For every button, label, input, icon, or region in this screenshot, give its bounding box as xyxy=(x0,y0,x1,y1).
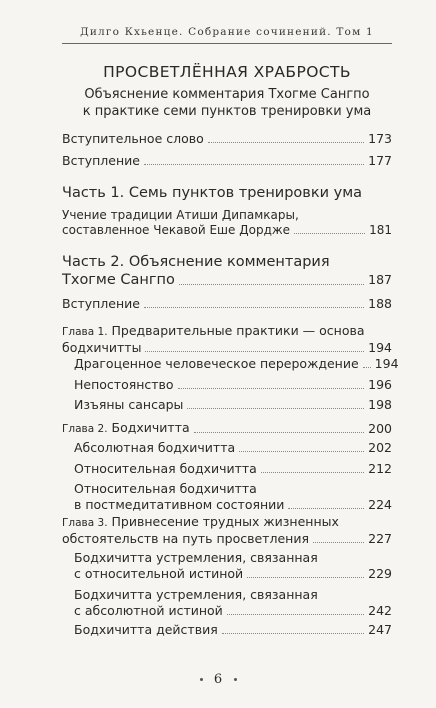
toc-chapter-heading[interactable] xyxy=(62,514,392,547)
header-rule xyxy=(62,43,392,44)
dot-leader xyxy=(144,164,364,165)
chapter-title-line-1: Привнесение трудных жизненных xyxy=(111,514,339,529)
toc-part-heading[interactable] xyxy=(62,184,392,202)
toc-entry-label: Непостоянство xyxy=(74,377,174,392)
toc-entry-label: Относительная бодхичитта xyxy=(74,461,257,476)
toc-entry-page: 177 xyxy=(368,153,392,168)
toc-entry[interactable] xyxy=(62,550,392,582)
toc-entry-page: 229 xyxy=(368,566,392,581)
toc-entry-label-line-1: Относительная бодхичитта xyxy=(74,481,257,496)
toc-entry[interactable] xyxy=(62,481,392,513)
toc-part-heading[interactable] xyxy=(62,253,392,289)
toc-entry-page: 188 xyxy=(368,296,392,311)
dot-leader xyxy=(247,577,364,578)
subtitle-line-1: Объяснение комментария Тхогме Сангпо xyxy=(84,87,370,102)
toc-entry[interactable] xyxy=(62,397,392,413)
toc-part-label-line-2: Тхогме Сангпо xyxy=(62,272,175,288)
dot-leader xyxy=(222,633,364,634)
toc-entry[interactable] xyxy=(62,377,392,393)
chapter-prefix: Глава 1. xyxy=(62,326,108,338)
page-number: 6 xyxy=(213,672,223,687)
toc-entry[interactable] xyxy=(62,622,392,638)
toc-entry-label-line-2: с абсолютной истиной xyxy=(74,603,223,618)
toc-entry-page: 227 xyxy=(368,531,392,546)
dot-leader xyxy=(194,432,365,433)
toc-chapter-heading[interactable] xyxy=(62,323,392,356)
dot-leader xyxy=(363,367,371,368)
toc-entry-page: 198 xyxy=(368,397,392,412)
dot-leader xyxy=(179,284,364,285)
dot-leader xyxy=(313,542,364,543)
toc-entry-label: Вступление xyxy=(62,153,140,168)
dot-leader xyxy=(145,351,364,352)
toc-entry[interactable] xyxy=(62,131,392,147)
toc-entry-page: 242 xyxy=(368,603,392,618)
running-header: Дилго Кхьенце. Собрание сочинений. Том 1 xyxy=(80,26,374,38)
toc-entry-page: 173 xyxy=(368,131,392,146)
toc-entry-page: 187 xyxy=(368,272,392,287)
toc-part-label: Часть 1. Семь пунктов тренировки ума xyxy=(62,185,363,201)
toc-entry-page: 212 xyxy=(368,461,392,476)
chapter-prefix: Глава 3. xyxy=(62,517,108,529)
toc-part-label-line-1: Часть 2. Объяснение комментария xyxy=(62,254,330,270)
dot-leader xyxy=(294,233,365,234)
dot-leader xyxy=(178,388,365,389)
chapter-title-line-2: обстоятельств на путь просветления xyxy=(62,531,309,546)
toc-chapter-heading[interactable] xyxy=(62,420,392,437)
dot-leader xyxy=(208,142,364,143)
toc-entry-label: Вступление xyxy=(62,296,140,311)
toc-entry-label: Вступительное слово xyxy=(62,131,204,146)
chapter-title-line-1: Предварительные практики — основа xyxy=(111,323,365,338)
toc-entry-label-line-2: с относительной истиной xyxy=(74,566,244,581)
dot-leader xyxy=(261,472,364,473)
toc-entry-page: 224 xyxy=(368,497,392,512)
toc-entry-page: 200 xyxy=(368,421,392,436)
toc-entry[interactable] xyxy=(62,587,392,619)
chapter-prefix: Глава 2. xyxy=(62,423,108,435)
toc-entry-label: Абсолютная бодхичитта xyxy=(74,440,236,455)
toc-entry-page: 194 xyxy=(368,340,392,355)
toc-entry-label-line-2: составленное Чекавой Еше Дордже xyxy=(62,223,291,237)
toc-entry-label-line-1: Бодхичитта устремления, связанная xyxy=(74,587,318,602)
toc-entry[interactable] xyxy=(62,153,392,169)
toc-entry[interactable] xyxy=(62,461,392,477)
dot-leader xyxy=(288,508,364,509)
dot-leader xyxy=(227,614,364,615)
toc-entry-page: 194 xyxy=(374,356,399,371)
book-subtitle xyxy=(62,86,392,120)
toc-entry[interactable] xyxy=(62,440,392,456)
chapter-title-line-2: бодхичитты xyxy=(62,340,142,355)
dot-leader xyxy=(187,408,364,409)
dot-leader xyxy=(239,451,364,452)
toc-entry-page: 247 xyxy=(368,622,392,637)
folio-ornament-dot xyxy=(234,678,237,681)
toc-entry-label: Изъяны сансары xyxy=(74,397,184,412)
toc-entry[interactable] xyxy=(62,296,392,312)
toc-entry[interactable] xyxy=(62,356,399,372)
toc-entry-label-line-1: Учение традиции Атиши Дипамкары, xyxy=(62,208,299,222)
toc-entry-label: Драгоценное человеческое перерождение xyxy=(74,356,359,371)
dot-leader xyxy=(144,307,364,308)
toc-entry-label-line-1: Бодхичитта устремления, связанная xyxy=(74,550,318,565)
toc-entry-page: 181 xyxy=(369,223,392,237)
toc-entry-page: 196 xyxy=(368,377,392,392)
book-title: ПРОСВЕТЛЁННАЯ ХРАБРОСТЬ xyxy=(103,63,351,81)
toc-entry-label-line-2: в постмедитативном состоянии xyxy=(74,497,285,512)
subtitle-line-2: к практике семи пунктов тренировки ума xyxy=(82,104,372,119)
toc-entry-page: 202 xyxy=(368,440,392,455)
toc-entry-label: Бодхичитта действия xyxy=(74,622,218,637)
chapter-title: Бодхичитта xyxy=(111,420,190,435)
toc-entry[interactable] xyxy=(62,208,392,238)
